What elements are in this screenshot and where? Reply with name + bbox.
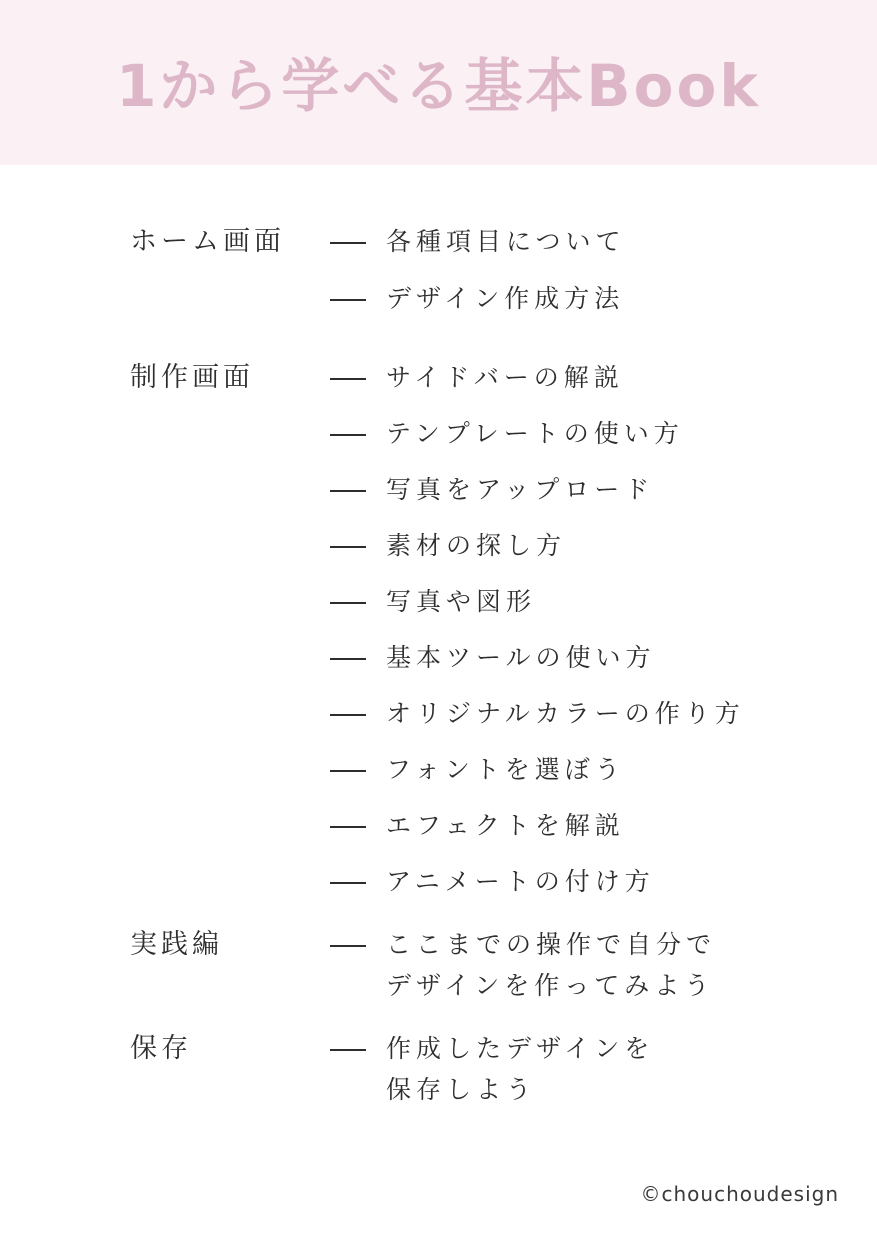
- section-label: ホーム画面: [130, 226, 285, 257]
- section-label: 制作画面: [130, 362, 254, 393]
- dash-separator: [330, 826, 366, 828]
- toc-item: 写真をアップロード: [386, 475, 655, 504]
- dash-separator: [330, 546, 366, 548]
- toc-item: デザイン作成方法: [386, 284, 625, 313]
- toc-item: 素材の探し方: [386, 531, 567, 560]
- toc-item: フォントを選ぼう: [386, 755, 625, 784]
- dash-separator: [330, 945, 366, 947]
- toc-item: 基本ツールの使い方: [386, 643, 656, 672]
- toc-item: テンプレートの使い方: [386, 419, 684, 448]
- toc-item-line: デザインを作ってみよう: [386, 971, 715, 1000]
- section-label: 保存: [130, 1033, 192, 1064]
- dash-separator: [330, 490, 366, 492]
- dash-separator: [330, 882, 366, 884]
- copyright-text: ©chouchoudesign: [640, 1182, 839, 1206]
- toc-item: サイドバーの解説: [386, 363, 624, 392]
- toc-item: 各種項目について: [386, 227, 626, 256]
- page-title: 1から学べる基本Book: [116, 52, 761, 120]
- dash-separator: [330, 434, 366, 436]
- toc-item: エフェクトを解説: [386, 811, 625, 840]
- dash-separator: [330, 714, 366, 716]
- toc-item: アニメートの付け方: [386, 867, 655, 896]
- dash-separator: [330, 1049, 366, 1051]
- dash-separator: [330, 770, 366, 772]
- toc-item-line: 作成したデザインを: [386, 1034, 655, 1063]
- dash-separator: [330, 299, 366, 301]
- toc-item-line: 保存しよう: [386, 1075, 537, 1104]
- dash-separator: [330, 658, 366, 660]
- dash-separator: [330, 602, 366, 604]
- dash-separator: [330, 378, 366, 380]
- dash-separator: [330, 242, 366, 244]
- toc-item: 写真や図形: [386, 587, 537, 616]
- toc-item: オリジナルカラーの作り方: [386, 699, 745, 728]
- toc-item: [386, 1031, 654, 1113]
- section-label: 実践編: [130, 929, 223, 960]
- toc-item: [386, 927, 716, 1009]
- toc-item-line: ここまでの操作で自分で: [386, 930, 717, 959]
